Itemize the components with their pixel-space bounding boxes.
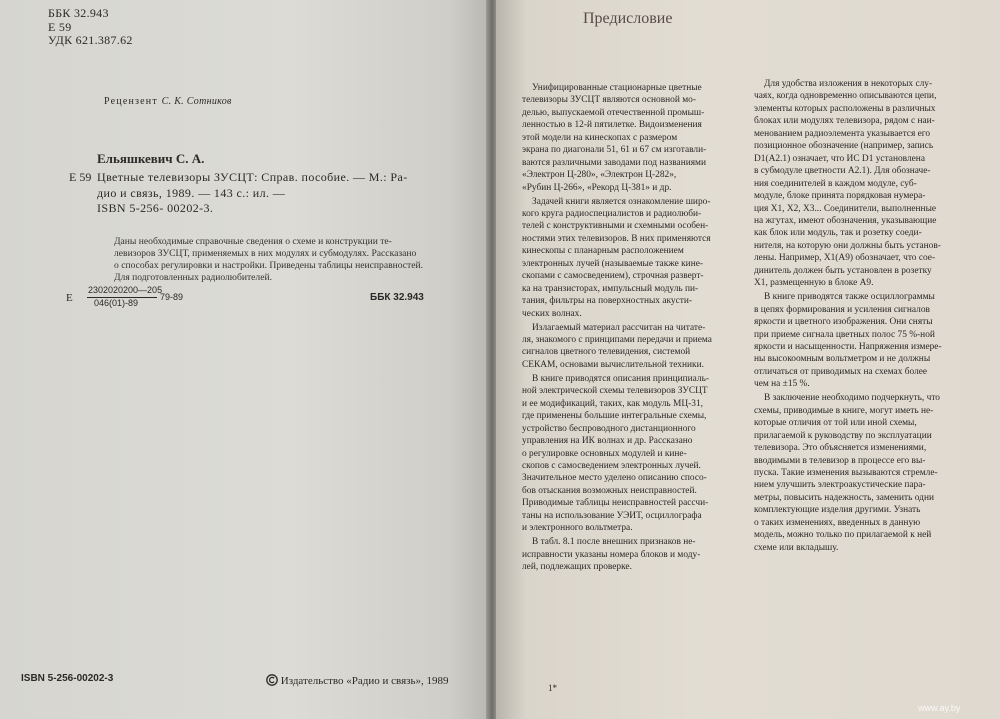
preface-line: метры, повысить надежность, заменить одни [754, 492, 934, 503]
preface-line: чаях, когда одновременно описываются цепи, [754, 91, 937, 102]
preface-line: ция Х1, Х2, Х3... Соединители, выполненные [754, 203, 937, 214]
annotation-line: о способах регулировки и настройки. Приведены таблицы неисправностей. [114, 260, 424, 271]
preface-line: комплектующие изделия другими. Узнать [754, 505, 921, 516]
preface-line: которые отличия от той или иной схемы, [754, 418, 917, 429]
reviewer-label: Рецензент [104, 96, 158, 107]
preface-line: чем на ±15 %. [754, 379, 810, 390]
annotation-line: Даны необходимые справочные сведения о схеме и конструкции те- [114, 236, 392, 247]
cip-bbk: ББК 32.943 [370, 292, 424, 303]
preface-line: нителя, на которую они должны быть установ- [754, 240, 941, 251]
copyright-text: Издательство «Радио и связь», 1989 [280, 675, 449, 687]
preface-line: таны на использование УЭИТ, осциллографа [522, 510, 702, 521]
annotation-line: Для подготовленных радиолюбителей. [114, 272, 273, 283]
preface-line: на жгутах, имеют обозначения, указывающие [754, 215, 937, 226]
preface-line: телевизоры ЗУСЦТ являются основной мо- [522, 95, 696, 106]
bbk-code: Е 59 [48, 20, 72, 34]
catalog-line: Цветные телевизоры ЗУСЦТ: Справ. пособие. — М.: Ра- [97, 170, 408, 184]
preface-line: кого круга радиоспециалистов и радиолюби- [522, 209, 702, 219]
preface-line: нием улучшить электроакустические пара- [754, 480, 926, 491]
preface-line: ческих волнах. [522, 308, 582, 319]
preface-line: исправности указаны номера блоков и моду- [522, 549, 701, 560]
preface-line: тания, фильтры на поверхностных акусти- [522, 296, 692, 307]
preface-line: схеме или вкладышу. [754, 542, 839, 553]
preface-line: в субмодуле цветности А2.1). Для обозначе- [754, 166, 931, 177]
preface-line: кинескопы с планарным расположением [522, 246, 684, 257]
preface-line: бов отыскания возможных неисправностей. [522, 485, 697, 496]
preface-line: позиционное обозначение (например, запись [754, 141, 934, 152]
right-page [496, 0, 1000, 719]
preface-line: В книге приводятся также осциллограммы [764, 292, 935, 303]
reviewer-name: С. К. Сотников [161, 96, 232, 107]
preface-line: схемы, приводимые в книге, могут иметь не- [754, 405, 934, 416]
preface-line: при приеме сигнала цветных полос 75 %-ной [754, 329, 935, 340]
preface-line: D1(A2.1) означает, что ИС D1 установлена [754, 153, 925, 164]
preface-line: о таких изменениях, введенных в данную [754, 517, 921, 528]
preface-line: ка на транзисторах, импульсный модуль пи- [522, 283, 699, 294]
preface-line: сигналов цветного телевидения, системой [522, 347, 691, 358]
cip-denominator: 046(01)-89 [94, 298, 139, 308]
preface-line: скопов с самосведением электронных лучей. [522, 461, 701, 471]
preface-line: менованием радиоэлемента указывается его [754, 128, 931, 139]
preface-line: как блок или модуль, так и розетку соеди- [754, 228, 922, 239]
preface-line: В книге приводятся описания принципиаль- [532, 373, 709, 384]
preface-line: ной электрической схемы телевизоров ЗУСЦТ [522, 386, 708, 397]
preface-line: В заключение необходимо подчеркнуть, что [764, 393, 940, 404]
preface-line: ваются различными заводами под названиями [522, 157, 707, 168]
preface-line: Значительное место уделено описанию спосо- [522, 473, 707, 484]
page-heading: Предисловие [583, 10, 673, 27]
page-number: 1* [548, 683, 557, 693]
copyright-icon [266, 674, 278, 686]
preface-line: Задачей книги является ознакомление широ- [532, 196, 711, 207]
preface-line: яркости и цветного изображения. Они сняты [754, 317, 933, 328]
preface-line: СЕКАМ, основами вычислительной техники. [522, 359, 704, 370]
preface-line: о регулировке основных модулей и кине- [522, 448, 687, 459]
preface-line: лей, подлежащих проверке. [522, 562, 632, 573]
preface-line: электронных лучей (называемые также кине- [522, 258, 703, 269]
preface-line: Приводимые таблицы неисправностей рассчи- [522, 498, 709, 509]
preface-line: Излагаемый материал рассчитан на читате- [532, 322, 706, 333]
preface-line: яркости и насыщенности. Напряжения измере- [754, 341, 942, 352]
preface-line: В табл. 8.1 после внешних признаков не- [532, 537, 696, 548]
copyright-line [266, 674, 449, 687]
udk-code: УДК 621.387.62 [48, 33, 133, 47]
cip-numerator: 2302020200—205 [88, 285, 163, 295]
preface-line: модель, можно только по прилагаемой к ней [754, 530, 932, 541]
isbn-footer: ISBN 5-256-00202-3 [21, 673, 114, 684]
preface-line: «Рубин Ц-266», «Рекорд Ц-381» и др. [522, 182, 672, 193]
preface-line: в цепях формирования и усиления сигналов [754, 304, 930, 315]
left-page [0, 0, 488, 719]
catalog-line: ISBN 5-256- 00202-3. [97, 201, 214, 215]
catalog-line: дио и связь, 1989. — 143 с.: ил. — [97, 186, 286, 200]
preface-line: отличаться от приводимых на схемах более [754, 366, 928, 377]
preface-line: лены. Например, Х1(А9) обозначает, что сое- [754, 253, 936, 264]
preface-line: телей с конструктивными и схемными особен- [522, 221, 709, 232]
preface-line: этой модели на кинескопах с размером [522, 132, 678, 143]
preface-line: прилагаемой к руководству по эксплуатации [754, 430, 932, 441]
preface-line: и ее модификаций, таких, как модуль МЦ-31, [522, 398, 703, 409]
preface-line: Унифицированные стационарные цветные [532, 83, 702, 93]
preface-line: управления на ИК волнах и др. Рассказано [522, 436, 693, 447]
preface-line: блоках или модулях телевизора, рядом с наи- [754, 116, 935, 127]
preface-line: динитель должен быть установлен в розетку [754, 265, 932, 276]
preface-line: Для удобства изложения в некоторых слу- [764, 79, 933, 89]
preface-line: «Электрон Ц-280», «Электрон Ц-282», [522, 170, 677, 181]
preface-line: где применены большие интегральные схемы, [522, 411, 707, 422]
preface-line: модуле, блоке принята порядковая нумера- [754, 191, 926, 202]
preface-line: ны высокоомным вольтметром и не должны [754, 354, 931, 365]
cip-letter: Е [66, 292, 73, 304]
preface-line: и электронного вольтметра. [522, 523, 633, 534]
catalog-author: Ельяшкевич С. А. [97, 151, 205, 166]
preface-line: скопами с самосведением), строчная разверт- [522, 271, 704, 282]
cip-suffix: 79-89 [160, 292, 184, 302]
watermark: www.ay.by [918, 703, 961, 713]
reviewer-line [104, 96, 232, 107]
call-mark: Е 59 [69, 170, 92, 184]
preface-line: элементы которых расположены в различных [754, 103, 936, 114]
preface-line: ностями этих телевизоров. В них применяются [522, 233, 711, 244]
bbk-code: ББК 32.943 [48, 6, 109, 20]
preface-line: ля, знакомого с принципами передачи и приема [522, 335, 712, 345]
annotation-line: левизоров ЗУСЦТ, применяемых в них модулях и субмодулях. Рассказано [114, 248, 417, 259]
preface-line: ния соединителей в каждом модуле, суб- [754, 178, 917, 189]
preface-line: вводимыми в телевизор в процессе его вы- [754, 455, 926, 466]
preface-line: ленностью в 12-й пятилетке. Видоизменения [522, 120, 702, 131]
preface-line: делью, выпускаемой отечественной промыш- [522, 107, 705, 118]
preface-line: телевизора. Это объясняется изменениями, [754, 443, 927, 454]
preface-line: пуска. Такие изменения вызываются стремле- [754, 467, 938, 478]
preface-line: устройство беспроводного дистанционного [522, 423, 696, 434]
preface-line: экрана по диагонали 51, 61 и 67 см изготавли- [522, 145, 707, 156]
preface-line: Х1, размещенную в блоке А9. [754, 278, 874, 289]
